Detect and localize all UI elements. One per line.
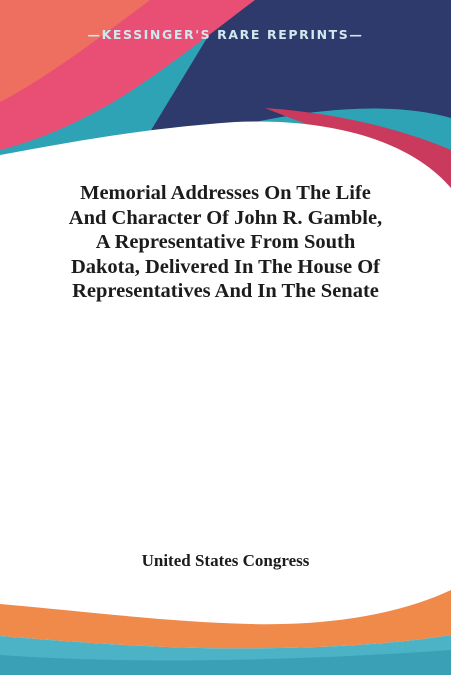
title-line: Dakota, Delivered In The House Of [70, 255, 381, 278]
title-line: And Character Of John R. Gamble, [68, 206, 383, 229]
author-name: United States Congress [141, 551, 310, 570]
title-line: Representatives And In The Senate [72, 280, 379, 302]
title-line: Memorial Addresses On The Life [80, 182, 371, 204]
title-line: A Representative From South [95, 231, 356, 253]
book-title [40, 181, 411, 304]
series-banner: —KESSINGER'S RARE REPRINTS— [87, 27, 364, 42]
